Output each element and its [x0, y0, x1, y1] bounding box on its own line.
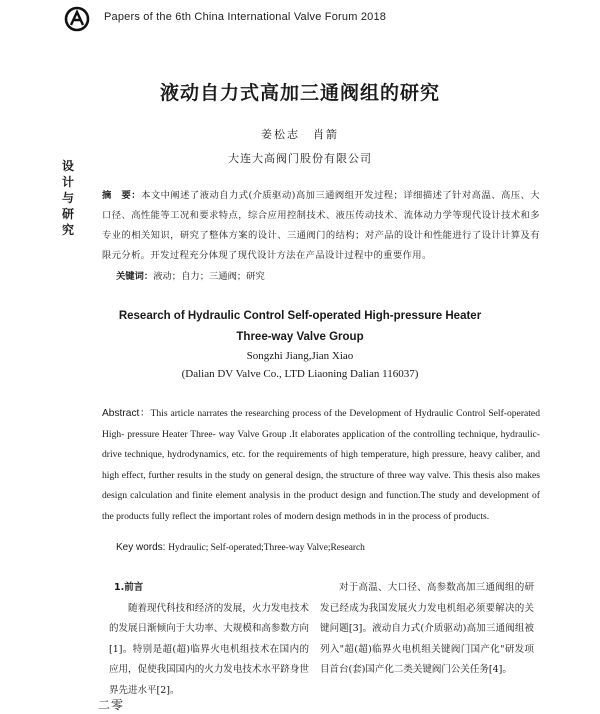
side-char: 设 — [61, 159, 74, 173]
page-mark: 二零 — [98, 698, 125, 712]
keywords-en-text: Hydraulic; Self-operated;Three-way Valve;Research — [168, 543, 365, 553]
body-column-left — [109, 578, 309, 701]
abstract-cn-text: 本文中阐述了液动自力式(介质驱动)高加三通阀组开发过程；详细描述了针对高温、高压、大口径、高性能等工况和要求特点，综合应用控制技术、液压传动技术、流体动力学等现代设计技术和多专业的相关知识，研究了整体方案的设计、三通阀门的结构；对产品的设计和性能进行了设计计算及有限元分析。开发过程充分体现了现代设计方法在产品设计过程中的重要作用。 — [102, 190, 540, 261]
paper-title-en — [0, 306, 600, 348]
keywords-en — [116, 542, 365, 553]
authors-cn: 姜松志 肖箭 — [261, 128, 339, 141]
body-column-right — [320, 578, 534, 681]
abstract-en-label: Abstract： — [102, 408, 151, 419]
keywords-en-label: Key words: — [116, 542, 169, 553]
title-en-line: Research of Hydraulic Control Self-operated High-pressure Heater — [118, 310, 482, 322]
abstract-en-text: This article narrates the researching process of the Development of Hydraulic Control Self-operated High- pressure Heater Three- way Valve Group .It elaborates application of the controlling technique, hydraulic- drive technique, hydrodynamics, etc. for the requirements of high temperature, high pressure, heavy caliber, and high effect, further results in the study on general design, the structure of three way valve. This thesis also makes design calculation and finite element analysis in the product design and function.The study and development of the products fully reflect the important roles of modern design methods in in the process of products. — [102, 408, 540, 522]
side-char: 究 — [61, 223, 74, 237]
abstract-cn-label: 摘 要： — [102, 190, 142, 201]
body-paragraph: 随着现代科技和经济的发展，火力发电技术的发展日渐倾向于大功率、大规模和高参数方向[1]。特别是超(超)临界火电机组技术在国内的应用，促使我国国内的火力发电技术水平跻身世界先进水平[2]。 — [109, 602, 309, 696]
keywords-cn-label: 关键词： — [116, 271, 154, 282]
section-heading: 1.前言 — [114, 582, 144, 593]
body-paragraph: 对于高温、大口径、高参数高加三通阀组的研发已经成为我国发展火力发电机组必须要解决的关键问题[3]。液动自力式(介质驱动)高加三通阀组被列入"超(超)临界火电机组关键阀门国产化"研发项目首台(套)国产化二类关键阀门公关任务[4]。 — [320, 582, 534, 675]
forum-logo-icon — [64, 6, 90, 32]
side-char: 研 — [61, 207, 74, 221]
authors-en: Songzhi Jiang,Jian Xiao — [246, 350, 354, 362]
side-char: 与 — [61, 191, 74, 205]
paper-title-cn: 液动自力式高加三通阀组的研究 — [159, 82, 440, 104]
abstract-cn — [102, 186, 540, 266]
keywords-cn — [116, 268, 265, 282]
affiliation-cn: 大连大高阀门股份有限公司 — [228, 152, 372, 165]
keywords-cn-text: 液动；自力；三通阀；研究 — [153, 271, 265, 282]
side-char: 计 — [61, 175, 74, 189]
title-en-line: Three-way Valve Group — [236, 331, 364, 343]
proceedings-header: Papers of the 6th China International Valve Forum 2018 — [104, 11, 387, 23]
affiliation-en: (Dalian DV Valve Co., LTD Liaoning Dalian 116037) — [181, 368, 419, 380]
abstract-en — [102, 404, 540, 527]
section-side-label — [61, 158, 75, 238]
